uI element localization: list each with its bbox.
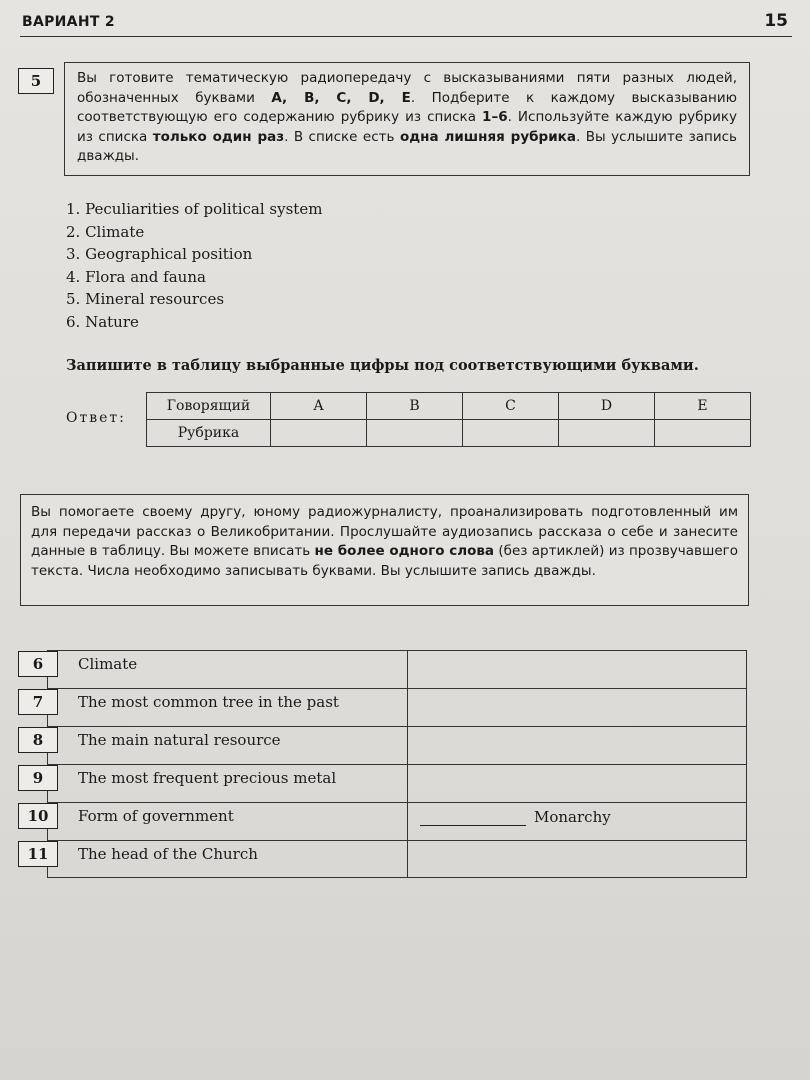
header-rule xyxy=(20,36,792,37)
row-separator xyxy=(47,726,747,727)
instruction-text: . Используйте каждую рубрику из списка xyxy=(77,109,737,145)
answer-prompt: Запишите в таблицу выбранные цифры под соответствующими буквами. xyxy=(66,357,699,374)
rubric-item: 4. Flora and fauna xyxy=(66,267,206,286)
task-5-number: 5 xyxy=(18,68,54,94)
answer-blank[interactable] xyxy=(420,825,526,826)
row-label: The most common tree in the past xyxy=(78,693,339,711)
rubric-row-label: Рубрика xyxy=(147,420,271,447)
rubric-list xyxy=(66,198,322,333)
rubric-item: 1. Peculiarities of political system xyxy=(66,200,323,218)
rubric-item: 2. Climate xyxy=(66,222,145,241)
task-5-instruction xyxy=(64,62,750,176)
page-number: 15 xyxy=(764,11,788,31)
rubric-item: 5. Mineral resources xyxy=(66,290,225,308)
row-label: Form of government xyxy=(78,807,234,825)
row-label: The most frequent precious metal xyxy=(78,769,337,787)
instruction-text: . Вы услышите запись дважды. xyxy=(77,128,738,164)
rubric-item: 6. Nature xyxy=(66,312,139,331)
row-separator xyxy=(47,764,747,765)
task-number: 6 xyxy=(18,651,58,677)
instruction-range: 1–6 xyxy=(482,109,508,125)
answer-cell[interactable] xyxy=(559,420,655,447)
instruction-bold: не более одного слова xyxy=(314,543,495,559)
row-label: The main natural resource xyxy=(78,731,281,749)
row-label: Climate xyxy=(78,655,138,673)
row-separator xyxy=(47,802,747,803)
column-letter: B xyxy=(367,393,463,420)
row-label: The head of the Church xyxy=(78,845,258,863)
row-answer: Monarchy xyxy=(534,808,611,826)
instruction-letters: A, B, C, D, E xyxy=(271,89,411,106)
row-separator xyxy=(47,688,747,689)
task-number: 10 xyxy=(18,803,58,829)
task-6-11-instruction xyxy=(20,494,749,606)
column-letter: A xyxy=(271,393,367,420)
instruction-once: только один раз xyxy=(152,128,285,145)
task-number: 9 xyxy=(18,765,58,791)
answer-cell[interactable] xyxy=(655,420,751,447)
row-separator xyxy=(47,840,747,841)
instruction-text: Вы помогаете своему другу, юному радиожурналисту, проанализировать подготовленный им для передачи рассказ о Великобритании. Прослушайте аудиозапись рассказа о себе и занесите данные в таблицу. Вы можете вписать xyxy=(31,504,738,559)
speaker-header: Говорящий xyxy=(147,393,271,420)
task-number: 7 xyxy=(18,689,58,715)
task-number: 8 xyxy=(18,727,58,753)
instruction-text: Вы готовите тематическую радиопередачу с высказываниями пяти разных людей, обозначенных буквами xyxy=(77,70,737,106)
column-letter: E xyxy=(655,393,751,420)
column-letter: D xyxy=(559,393,655,420)
instruction-extra: одна лишняя рубрика xyxy=(399,128,576,145)
answer-label: Ответ: xyxy=(66,410,126,426)
answer-cell[interactable] xyxy=(367,420,463,447)
answer-table xyxy=(146,392,751,447)
rubric-item: 3. Geographical position xyxy=(66,245,253,263)
answer-cell[interactable] xyxy=(463,420,559,447)
column-letter: C xyxy=(463,393,559,420)
answer-cell[interactable] xyxy=(271,420,367,447)
instruction-text: . Подберите к каждому высказыванию соответствующую его содержанию рубрику из списка xyxy=(77,89,737,125)
variant-header: ВАРИАНТ 2 xyxy=(22,14,115,30)
instruction-text: . В списке есть xyxy=(284,128,400,145)
instruction-text: (без артиклей) из прозвучавшего текста. Числа необходимо записывать буквами. Вы услышите запись дважды. xyxy=(31,543,738,579)
task-number: 11 xyxy=(18,841,58,867)
